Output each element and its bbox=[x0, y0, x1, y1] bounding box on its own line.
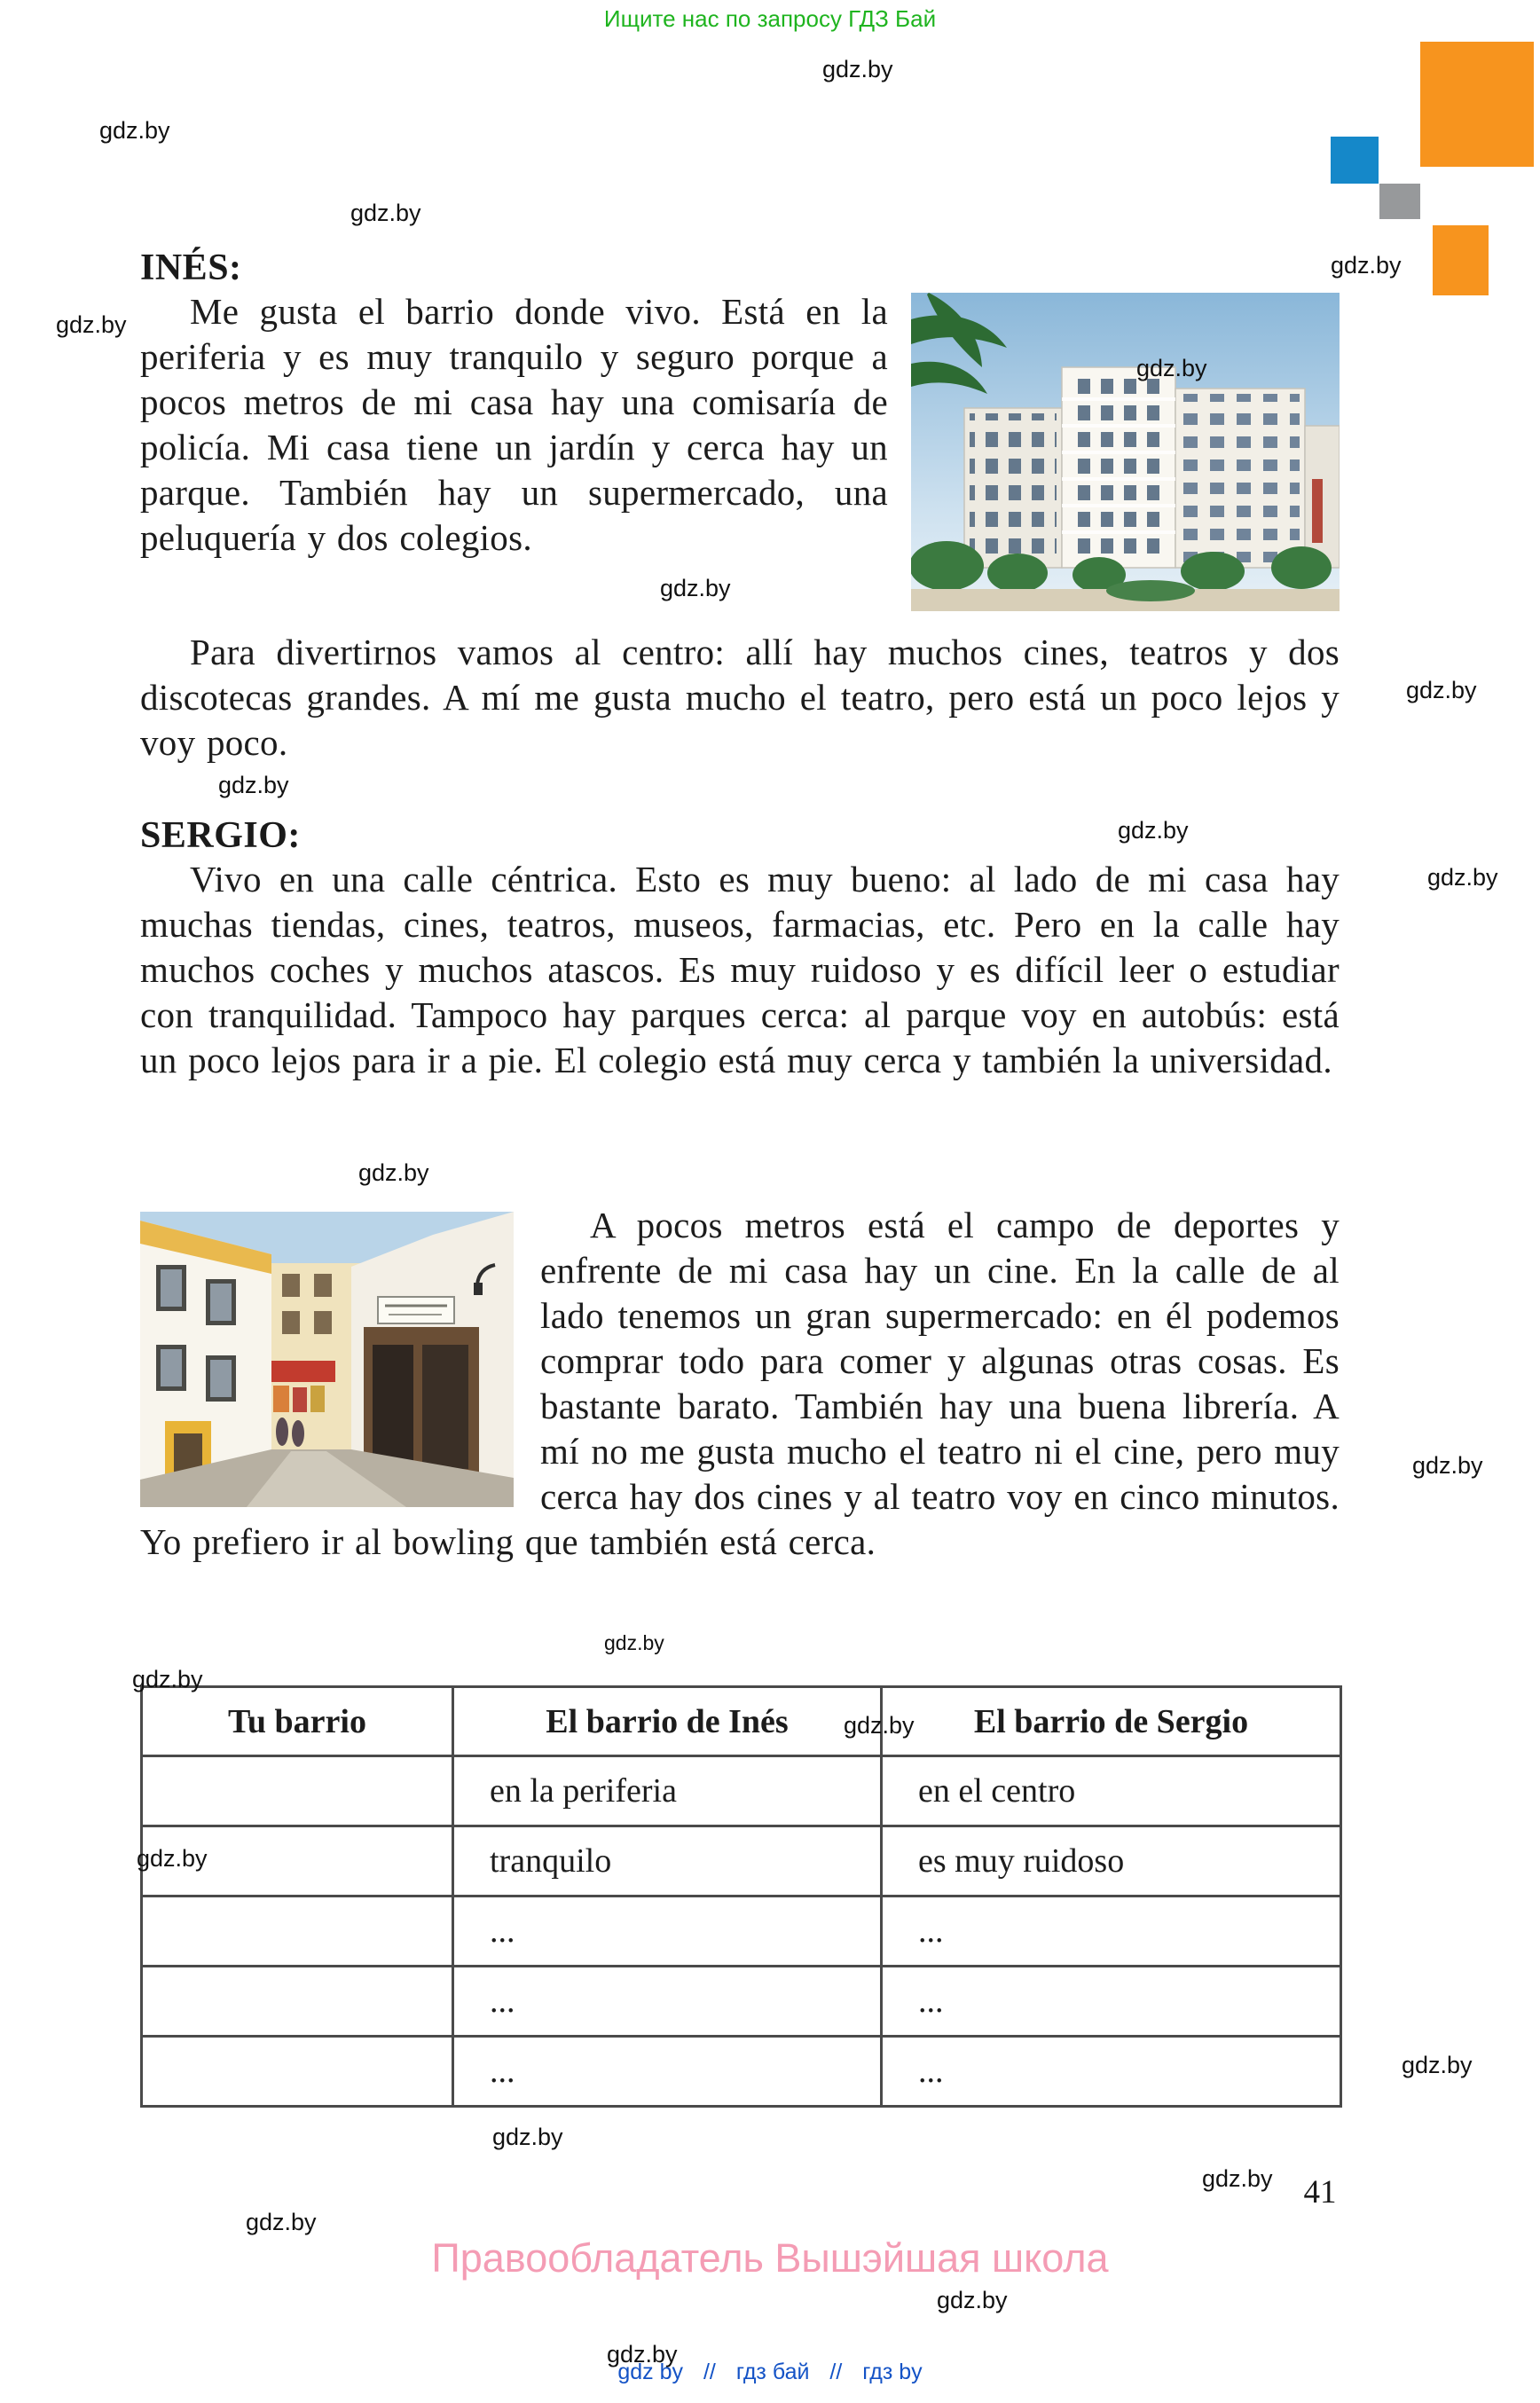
watermark: gdz.by bbox=[137, 1845, 208, 1872]
table-row bbox=[142, 1967, 1341, 2037]
watermark: gdz.by bbox=[246, 2209, 317, 2235]
footer-separator: // bbox=[703, 2360, 716, 2384]
table-cell: ... bbox=[453, 1896, 882, 1967]
watermark: gdz.by bbox=[1136, 355, 1207, 381]
apartment-buildings-photo bbox=[911, 293, 1340, 611]
watermark: gdz.by bbox=[1118, 817, 1189, 844]
watermark: gdz.by bbox=[604, 1631, 664, 1654]
ines-paragraph-2: Para divertirnos vamos al centro: allí hay muchos cines, teatros y dos discotecas grandes. A mí me gusta mucho el teatro, pero está un poco lejos y voy poco. bbox=[140, 632, 1340, 763]
watermark: gdz.by bbox=[350, 200, 421, 226]
table-cell: tranquilo bbox=[453, 1826, 882, 1896]
table-header-sergio: El barrio de Sergio bbox=[882, 1687, 1341, 1756]
watermark: gdz.by bbox=[1406, 677, 1477, 703]
watermark: gdz.by bbox=[218, 772, 289, 798]
table-cell: es muy ruidoso bbox=[882, 1826, 1341, 1896]
footer-link-gdz-by[interactable]: gdz by bbox=[617, 2360, 684, 2384]
table-cell bbox=[142, 1967, 453, 2037]
watermark: gdz.by bbox=[132, 1666, 203, 1692]
watermark: gdz.by bbox=[660, 575, 731, 601]
copyright-note: Правообладатель Вышэйшая школа bbox=[431, 2235, 1109, 2281]
sergio-paragraph-1: Vivo en una calle céntrica. Esto es muy bueno: al lado de mi casa hay muchas tiendas, cines, teatros, museos, farmacias, etc. Pero en la calle hay muchos coches y muchos atascos. Es muy ruidoso y es difícil leer o estudiar con tranquilidad. Tampoco hay parques cerca: al parque voy en autobús: está un poco lejos para ir a pie. El colegio está muy cerca y también la universidad. bbox=[140, 859, 1340, 1080]
table-cell bbox=[142, 1756, 453, 1826]
street-photo bbox=[140, 1212, 514, 1507]
ines-heading: INÉS: bbox=[140, 247, 242, 288]
decor-square-orange-large bbox=[1420, 42, 1534, 167]
table-header-row bbox=[142, 1687, 1341, 1756]
table-cell: ... bbox=[453, 2037, 882, 2107]
watermark: gdz.by bbox=[822, 56, 893, 82]
table-cell: en la periferia bbox=[453, 1756, 882, 1826]
table-header-tu-barrio: Tu barrio bbox=[142, 1687, 453, 1756]
watermark: gdz.by bbox=[844, 1712, 915, 1739]
watermark: gdz.by bbox=[1427, 864, 1498, 891]
sergio-section bbox=[140, 1203, 1340, 1565]
watermark: gdz.by bbox=[1412, 1452, 1483, 1479]
table-cell: ... bbox=[882, 1896, 1341, 1967]
table-header-ines: El barrio de Inés bbox=[453, 1687, 882, 1756]
sergio-paragraph-1-block bbox=[140, 857, 1340, 1083]
footer-link-gdz-by-cyrillic[interactable]: гдз by bbox=[862, 2360, 923, 2384]
table-row bbox=[142, 1756, 1341, 1826]
table-cell bbox=[142, 1896, 453, 1967]
ines-section bbox=[140, 289, 1340, 620]
street-illustration bbox=[140, 1212, 514, 1507]
watermark: gdz.by bbox=[1402, 2052, 1473, 2078]
apartment-buildings-illustration bbox=[911, 293, 1340, 611]
ines-paragraph-2-block bbox=[140, 630, 1340, 766]
sergio-paragraph-2: A pocos metros está el campo de deportes y enfrente de mi casa hay un cine. En la calle de al lado tenemos un gran supermercado: en él podemos comprar todo para comer y algunas otras cosas. Es bastante barato. También hay una buena librería. A mí no me gusta mucho el teatro ni el cine, pero muy cerca hay dos cines y al teatro voy en cinco minutos. Yo prefiero ir al bowling que también está cerca. bbox=[140, 1205, 1340, 1562]
decor-square-blue bbox=[1331, 137, 1379, 184]
table-cell: en el centro bbox=[882, 1756, 1341, 1826]
ines-paragraph-1: Me gusta el barrio donde vivo. Está en la periferia y es muy tranquilo y seguro porque a pocos metros de mi casa hay una comisaría de policía. Mi casa tiene un jardín y cerca hay un parque. También hay un supermercado, una peluquería y dos colegios. bbox=[140, 291, 888, 558]
footer-links bbox=[0, 2360, 1540, 2385]
table-row bbox=[142, 1896, 1341, 1967]
comparison-table bbox=[140, 1685, 1342, 2108]
watermark: gdz.by bbox=[99, 117, 170, 144]
comparison-table-block bbox=[140, 1685, 1340, 2108]
table-cell bbox=[142, 2037, 453, 2107]
watermark: gdz.by bbox=[937, 2287, 1008, 2313]
watermark: gdz.by bbox=[1202, 2165, 1273, 2192]
table-row bbox=[142, 2037, 1341, 2107]
watermark: gdz.by bbox=[56, 311, 127, 338]
table-row bbox=[142, 1826, 1341, 1896]
watermark: gdz.by bbox=[492, 2124, 563, 2150]
table-cell: ... bbox=[882, 2037, 1341, 2107]
sergio-heading: SERGIO: bbox=[140, 815, 301, 856]
top-banner: Ищите нас по запросу ГДЗ Бай bbox=[603, 5, 937, 32]
page-number: 41 bbox=[1303, 2174, 1337, 2211]
footer-separator: // bbox=[829, 2360, 843, 2384]
watermark: gdz.by bbox=[358, 1159, 429, 1186]
table-cell: ... bbox=[453, 1967, 882, 2037]
decor-square-orange-small bbox=[1433, 225, 1489, 295]
footer-link-gdz-bai[interactable]: гдз бай bbox=[735, 2360, 810, 2384]
decor-square-gray bbox=[1379, 184, 1420, 219]
watermark: gdz.by bbox=[607, 2341, 678, 2368]
watermark: gdz.by bbox=[1331, 252, 1402, 279]
table-cell: ... bbox=[882, 1967, 1341, 2037]
